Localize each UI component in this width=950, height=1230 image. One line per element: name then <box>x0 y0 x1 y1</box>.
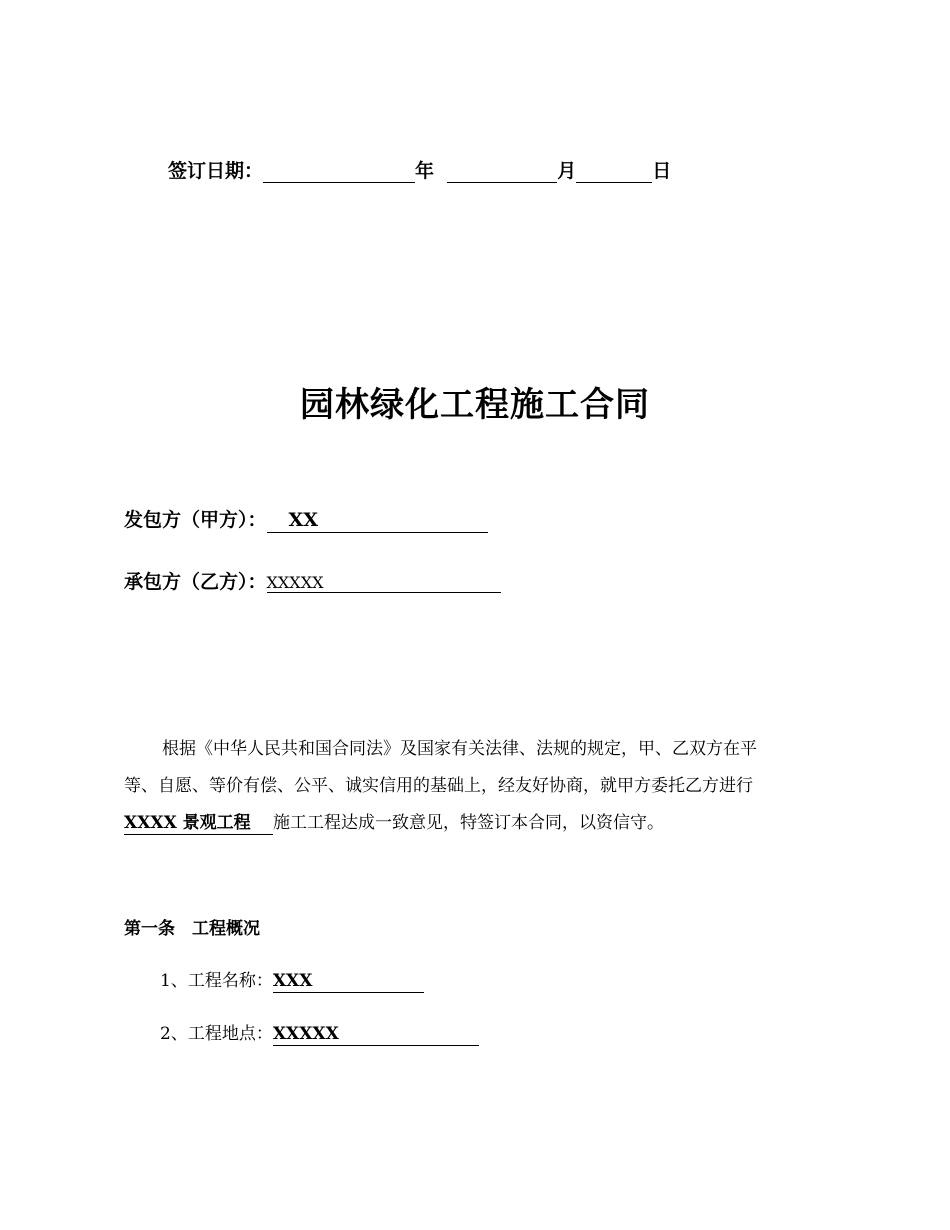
preamble-line-1: 根据《中华人民共和国合同法》及国家有关法律、法规的规定，甲、乙双方在平 <box>162 739 757 759</box>
article-1-heading: 第一条 工程概况 <box>124 919 260 939</box>
day-blank <box>576 162 652 183</box>
party-a-line <box>124 505 488 533</box>
party-b-value: XXXXX <box>267 574 501 593</box>
contract-title: 园林绿化工程施工合同 <box>300 385 650 425</box>
party-a-label: 发包方（甲方）： <box>124 509 267 531</box>
preamble-line-3-rest: 施工工程达成一致意见，特签订本合同，以资信守。 <box>273 813 664 833</box>
project-location-label: 2、工程地点： <box>160 1024 273 1044</box>
month-blank <box>447 162 557 183</box>
day-label: 日 <box>652 160 672 182</box>
project-name-item <box>160 966 424 993</box>
party-b-label: 承包方（乙方）： <box>124 571 267 593</box>
party-b-line <box>124 567 501 594</box>
month-label: 月 <box>557 160 577 182</box>
preamble-line-2: 等、自愿、等价有偿、公平、诚实信用的基础上，经友好协商，就甲方委托乙方进行 <box>124 776 753 796</box>
party-a-value: XX <box>267 510 488 533</box>
year-blank <box>263 162 415 183</box>
signing-date-line <box>168 156 671 183</box>
project-name-label: 1、工程名称： <box>160 971 273 991</box>
year-label: 年 <box>415 160 435 182</box>
signing-date-label: 签订日期： <box>168 160 264 182</box>
project-name: XXXX 景观工程 <box>124 814 273 835</box>
project-location-item <box>160 1019 479 1046</box>
preamble-line-3 <box>124 808 664 835</box>
project-name-value: XXX <box>273 972 424 993</box>
project-location-value: XXXXX <box>273 1025 479 1046</box>
